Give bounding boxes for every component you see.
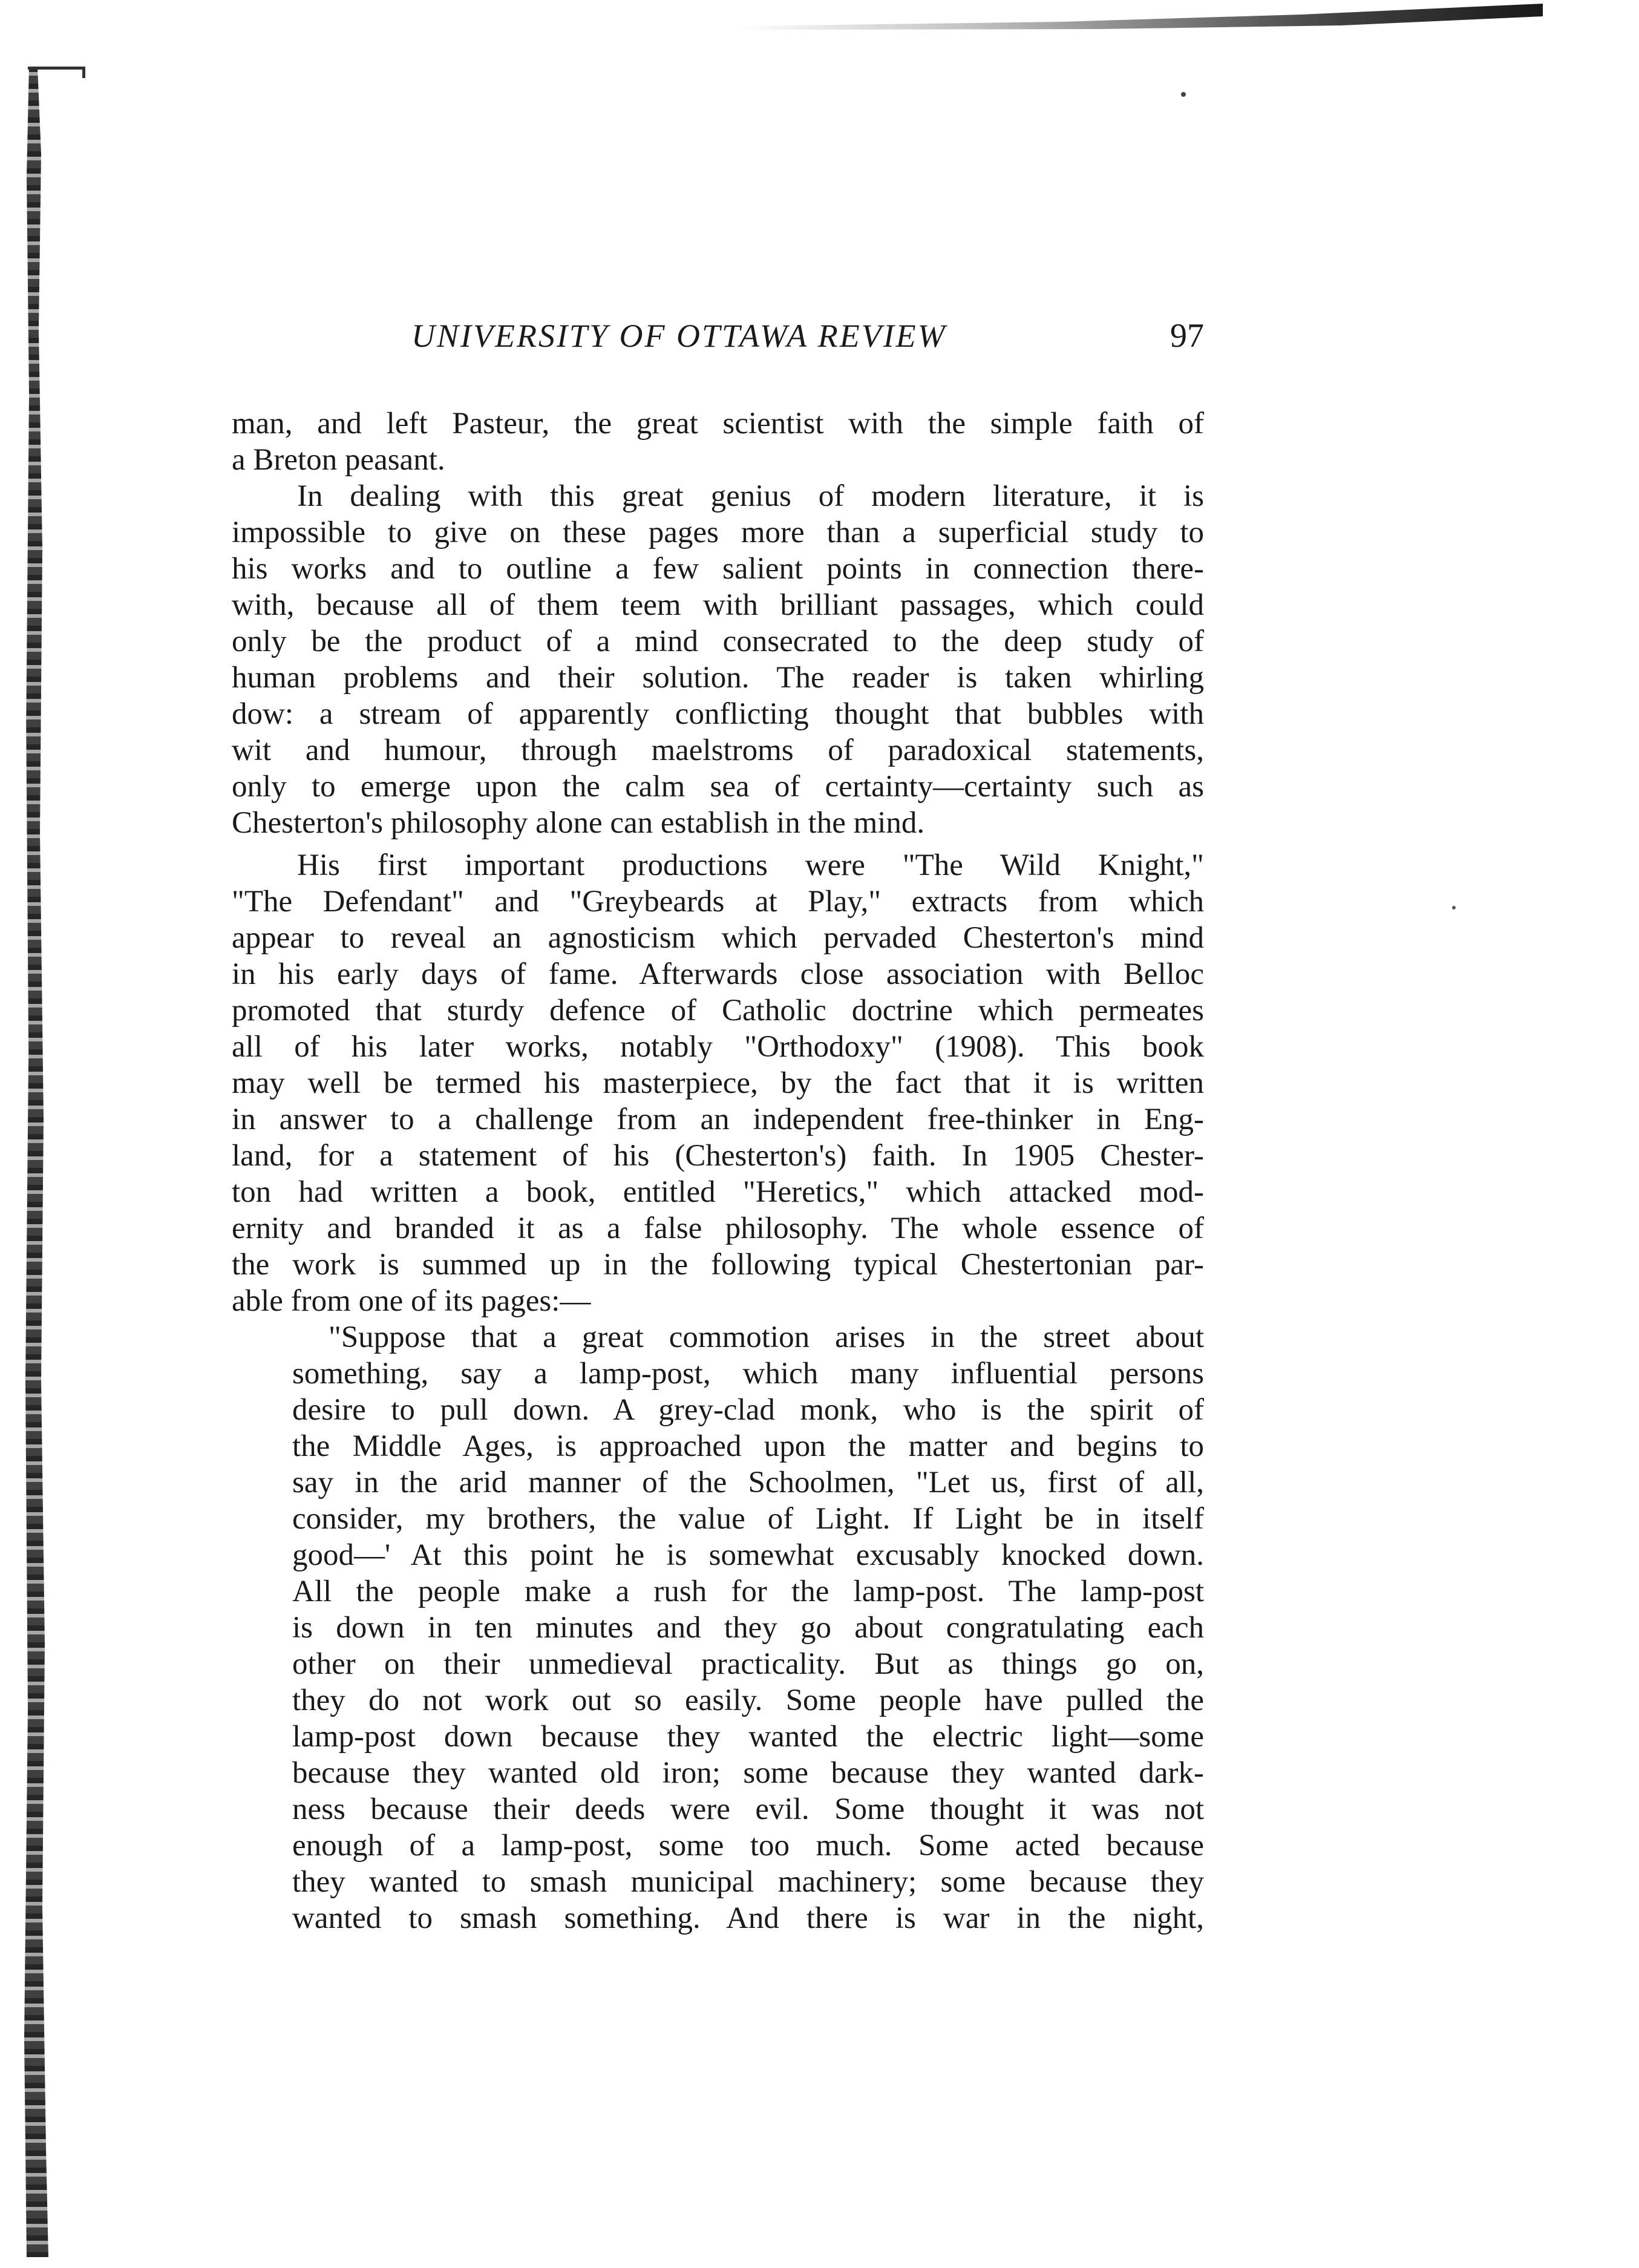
- text-line: in his early days of fame. Afterwards close association with Belloc: [232, 957, 1204, 991]
- text-line: something, say a lamp-post, which many influential persons: [292, 1357, 1204, 1391]
- text-line: his works and to outline a few salient points in connection there-: [232, 552, 1204, 586]
- text-line: good—' At this point he is somewhat excusably knocked down.: [292, 1538, 1204, 1572]
- text-line: in answer to a challenge from an independent free-thinker in Eng-: [232, 1103, 1204, 1136]
- text-line: they wanted to smash municipal machinery; some because they: [292, 1865, 1204, 1899]
- text-line: Chesterton's philosophy alone can establish in the mind.: [232, 806, 925, 840]
- text-line: promoted that sturdy defence of Catholic doctrine which permeates: [232, 994, 1204, 1027]
- text-line: all of his later works, notably "Orthodoxy" (1908). This book: [232, 1030, 1204, 1064]
- text-line: the Middle Ages, is approached upon the matter and begins to: [292, 1429, 1204, 1463]
- text-line: wanted to smash something. And there is war in the night,: [292, 1901, 1204, 1935]
- text-line: ness because their deeds were evil. Some thought it was not: [292, 1792, 1204, 1826]
- text-line: the work is summed up in the following typical Chestertonian par-: [232, 1248, 1204, 1282]
- text-line: is down in ten minutes and they go about congratulating each: [292, 1611, 1204, 1645]
- text-line: lamp-post down because they wanted the electric light—some: [292, 1720, 1204, 1754]
- text-line: say in the arid manner of the Schoolmen, "Let us, first of all,: [292, 1466, 1204, 1499]
- text-line: ton had written a book, entitled "Heretics," which attacked mod-: [232, 1175, 1204, 1209]
- text-line: enough of a lamp-post, some too much. Some acted because: [292, 1829, 1204, 1863]
- block-quote: [292, 1319, 1204, 1936]
- scan-speck: [1452, 906, 1456, 909]
- text-line: "The Defendant" and "Greybeards at Play," extracts from which: [232, 885, 1204, 919]
- text-line: only be the product of a mind consecrated to the deep study of: [232, 624, 1204, 658]
- text-line: In dealing with this great genius of modern literature, it is: [297, 479, 1204, 513]
- paragraph: [232, 847, 1204, 1319]
- text-line: wit and humour, through maelstroms of paradoxical statements,: [232, 733, 1204, 767]
- paragraph: [232, 405, 1204, 478]
- text-line: impossible to give on these pages more than a superficial study to: [232, 516, 1204, 549]
- text-line: man, and left Pasteur, the great scientist with the simple faith of: [232, 407, 1204, 441]
- page-edge-shadow: [738, 4, 1543, 40]
- running-title: UNIVERSITY OF OTTAWA REVIEW: [411, 318, 947, 354]
- text-line: consider, my brothers, the value of Light. If Light be in itself: [292, 1502, 1204, 1536]
- running-header: [411, 315, 1204, 357]
- text-line: only to emerge upon the calm sea of certainty—certainty such as: [232, 770, 1204, 804]
- text-line: appear to reveal an agnosticism which pervaded Chesterton's mind: [232, 921, 1204, 955]
- text-line: land, for a statement of his (Chesterton's) faith. In 1905 Chester-: [232, 1139, 1204, 1173]
- text-line: because they wanted old iron; some because they wanted dark-: [292, 1756, 1204, 1790]
- text-line: able from one of its pages:—: [232, 1284, 591, 1318]
- paragraph: [232, 478, 1204, 841]
- text-line: "Suppose that a great commotion arises in the street about: [329, 1320, 1204, 1354]
- scan-speck: [1181, 92, 1186, 97]
- text-line: dow: a stream of apparently conflicting thought that bubbles with: [232, 697, 1204, 731]
- text-line: human problems and their solution. The reader is taken whirling: [232, 661, 1204, 695]
- page-number: 97: [1170, 317, 1204, 355]
- text-line: ernity and branded it as a false philosophy. The whole essence of: [232, 1211, 1204, 1245]
- text-line: All the people make a rush for the lamp-post. The lamp-post: [292, 1575, 1204, 1608]
- binding-edge-shadow: [24, 67, 48, 2257]
- text-line: they do not work out so easily. Some people have pulled the: [292, 1683, 1204, 1717]
- text-line: with, because all of them teem with brilliant passages, which could: [232, 588, 1204, 622]
- text-line: other on their unmedieval practicality. But as things go on,: [292, 1647, 1204, 1681]
- text-line: a Breton peasant.: [232, 443, 445, 477]
- text-line: may well be termed his masterpiece, by the fact that it is written: [232, 1066, 1204, 1100]
- text-line: desire to pull down. A grey-clad monk, who is the spirit of: [292, 1393, 1204, 1427]
- body-text: [232, 405, 1204, 1936]
- paragraph-gap: [232, 841, 1204, 847]
- binding-mark: [28, 67, 85, 78]
- text-line: His first important productions were "The Wild Knight,": [297, 848, 1204, 882]
